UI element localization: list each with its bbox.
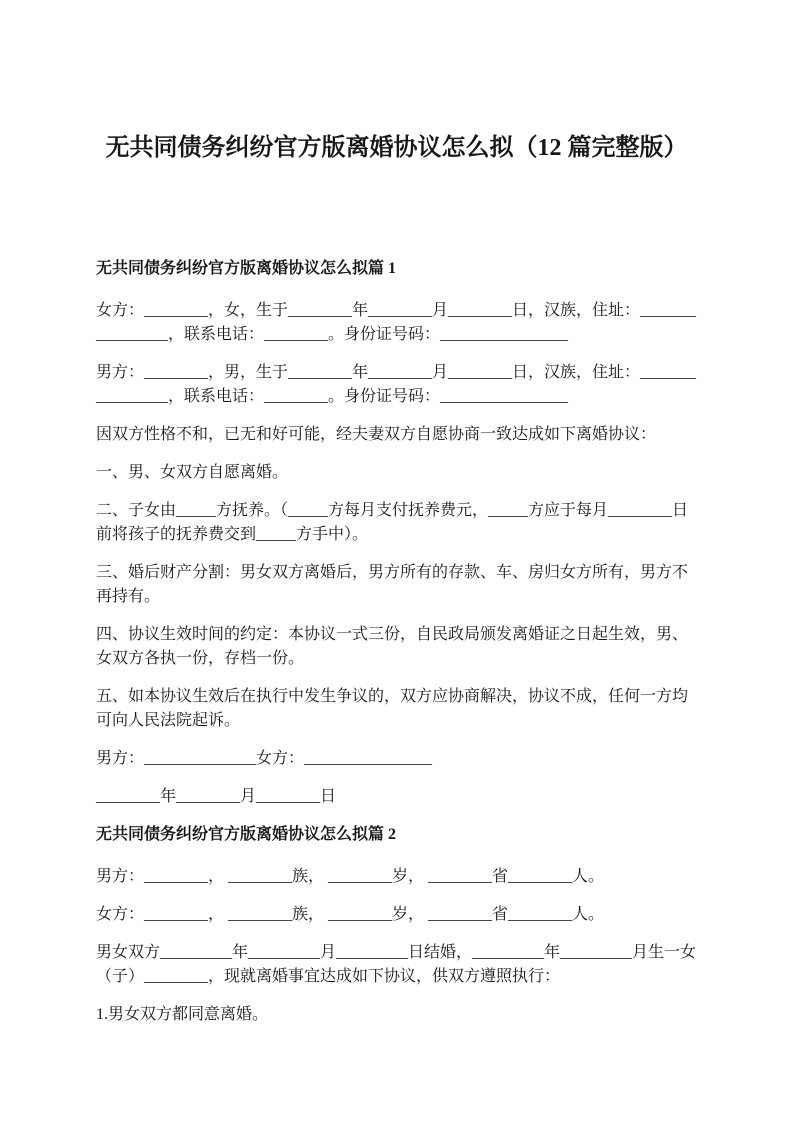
paragraph-clause-1: 一、男、女双方自愿离婚。	[96, 464, 289, 481]
section-1-heading: 无共同债务纠纷官方版离婚协议怎么拟篇 1	[96, 260, 397, 277]
paragraph-wife-info: 女方：________，女，生于________年________月________日，汉族，住址：________________，联系电话：________。身份证号码：________________	[96, 302, 697, 343]
paragraph-husband-info-2: 男方：________， ________族， ________岁， ________省________人。	[96, 868, 605, 885]
paragraph-clause-1-agree: 1.男女双方都同意离婚。	[96, 1006, 269, 1023]
signature-line: 男方：______________女方：________________	[96, 750, 433, 767]
paragraph-clause-4-effective-date: 四、协议生效时间的约定：本协议一式三份，自民政局颁发离婚证之日起生效，男、女双方各执一份，存档一份。	[96, 626, 689, 667]
section-1	[96, 257, 697, 809]
paragraph-preamble: 因双方性格不和，已无和好可能，经夫妻双方自愿协商一致达成如下离婚协议：	[96, 426, 657, 443]
paragraph-clause-2-custody: 二、子女由_____方抚养。（_____方每月支付抚养费元，_____方应于每月________日前将孩子的抚养费交到_____方手中）。	[96, 502, 689, 543]
section-2-heading: 无共同债务纠纷官方版离婚协议怎么拟篇 2	[96, 826, 397, 843]
paragraph-marriage-info: 男女双方_________年_________月_________日结婚，_________年_________月生一女（子）________，现就离婚事宜达成如下协议，供双方遵照执行：	[96, 944, 697, 985]
document-title: 无共同债务纠纷官方版离婚协议怎么拟（12 篇完整版）	[105, 135, 688, 161]
section-2	[96, 823, 697, 1027]
paragraph-clause-5-dispute: 五、如本协议生效后在执行中发生争议的，双方应协商解决，协议不成，任何一方均可向人民法院起诉。	[96, 688, 689, 729]
paragraph-wife-info-2: 女方：________， ________族， ________岁， ________省________人。	[96, 906, 605, 923]
paragraph-clause-3-property: 三、婚后财产分割：男女双方离婚后，男方所有的存款、车、房归女方所有，男方不再持有。	[96, 564, 689, 605]
paragraph-husband-info: 男方：________，男，生于________年________月________日，汉族，住址：________________，联系电话：________。身份证号码：________________	[96, 364, 697, 405]
date-line: ________年________月________日	[96, 788, 337, 805]
